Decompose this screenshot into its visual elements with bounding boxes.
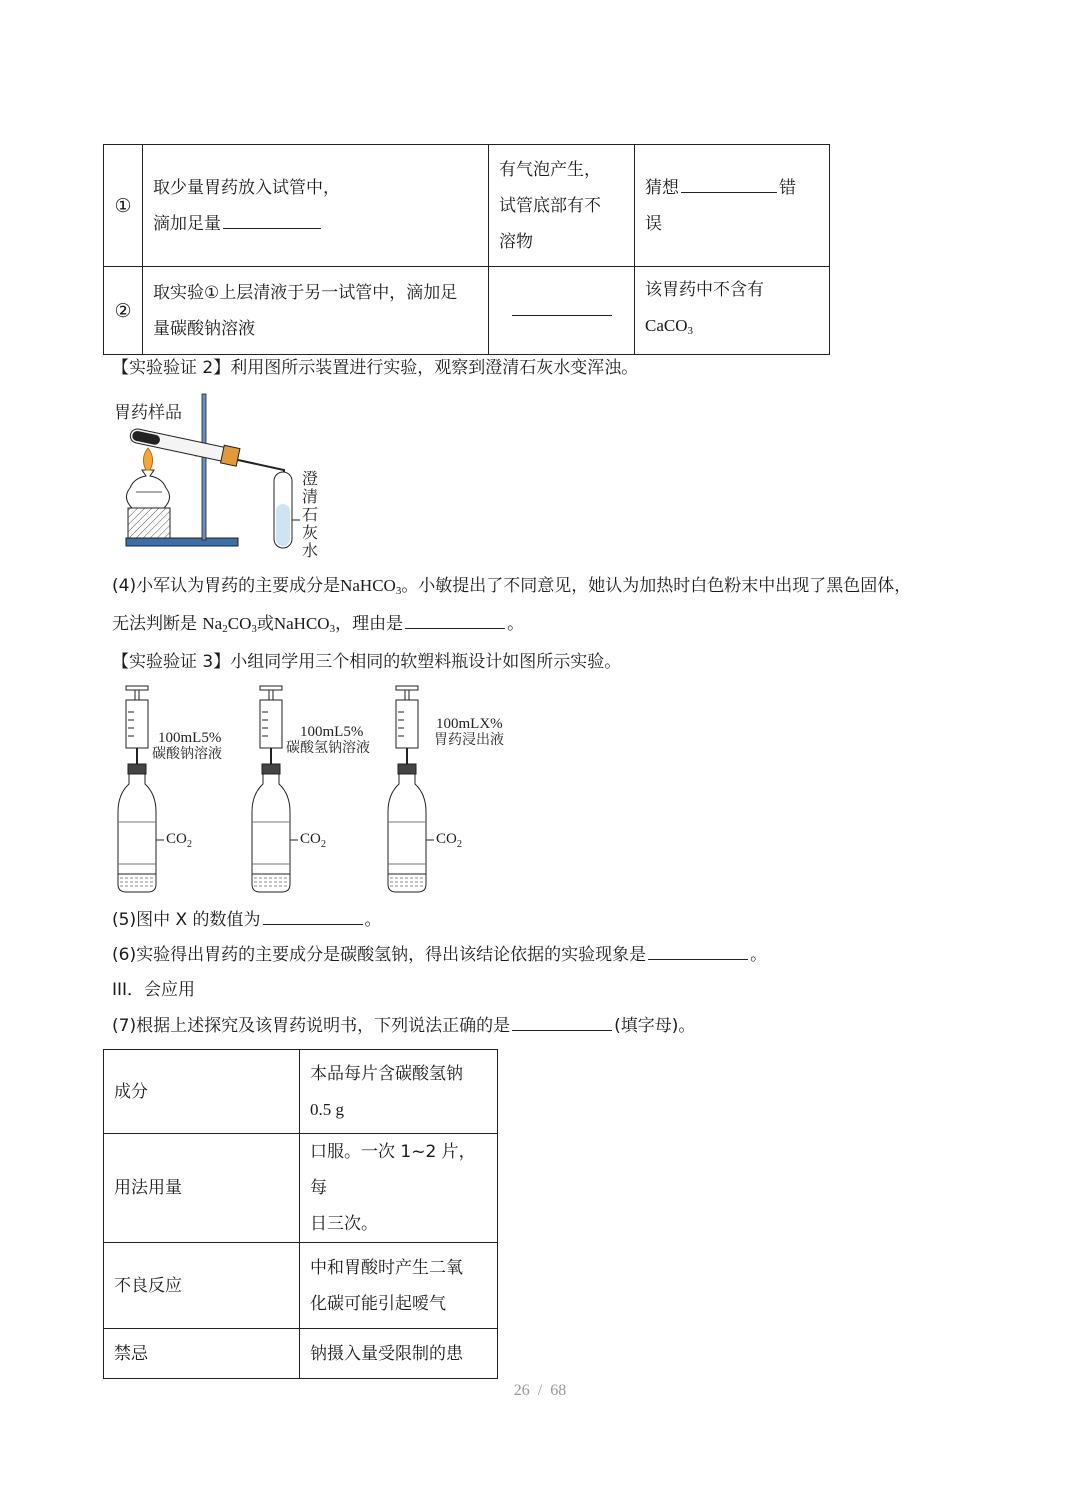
answer-blank — [648, 958, 748, 960]
observation-line: 溶物 — [499, 231, 533, 252]
conclusion-line: 误 — [645, 213, 662, 234]
question-4-line-1: (4)小军认为胃药的主要成分是NaHCO$_3$。小敏提出了不同意见，她认为加热时白色粉末中出现了黑色固体， — [112, 576, 912, 597]
svg-text:2: 2 — [321, 839, 326, 850]
formula-caco3: CaCO$_3$ — [645, 316, 693, 337]
bottle-1 — [118, 686, 164, 892]
label-sample: 胃药样品 — [114, 403, 182, 423]
bottle-experiment-diagram — [112, 682, 532, 896]
bottle-3 — [388, 686, 434, 892]
svg-text:2: 2 — [457, 839, 462, 850]
svg-text:100mL5%: 100mL5% — [300, 724, 364, 740]
action-line: 滴加足量 — [153, 206, 478, 242]
svg-text:CO: CO — [166, 831, 187, 847]
svg-text:CO: CO — [436, 831, 457, 847]
label-limewater — [302, 469, 318, 560]
label-cell: 用法用量 — [104, 1134, 300, 1243]
observation-line: 试管底部有不 — [499, 195, 601, 216]
answer-blank — [263, 923, 363, 925]
observation-cell — [489, 145, 635, 267]
action-line: 取实验①上层清液于另一试管中，滴加足 — [153, 282, 458, 303]
value-cell: 中和胃酸时产生二氧 化碳可能引起嗳气 — [300, 1243, 498, 1329]
value-cell: 本品每片含碳酸氢钠 0.5 g — [300, 1050, 498, 1134]
svg-text:碳酸钠溶液: 碳酸钠溶液 — [152, 746, 222, 762]
page-number: 26 / 68 — [513, 1382, 567, 1399]
svg-text:石: 石 — [302, 505, 319, 524]
bottle-2 — [252, 686, 298, 892]
row-number: ① — [104, 145, 143, 267]
heating-apparatus-diagram — [112, 392, 332, 560]
svg-text:胃药浸出液: 胃药浸出液 — [434, 732, 504, 748]
svg-text:灰: 灰 — [302, 523, 319, 542]
question-5: (5)图中 X 的数值为 。 — [112, 910, 382, 930]
label-cell: 禁忌 — [104, 1329, 300, 1379]
row-number: ② — [104, 267, 143, 355]
question-4-line-2: 无法判断是 $Na_2CO_3$或NaHCO$_3$，理由是 。 — [112, 614, 525, 635]
action-line: 量碳酸钠溶液 — [153, 318, 255, 339]
exp2-heading: 【实验验证 2】利用图所示装置进行实验，观察到澄清石灰水变浑浊。 — [112, 358, 639, 378]
action-line: 取少量胃药放入试管中， — [153, 177, 340, 198]
observation-blank-cell — [489, 267, 635, 355]
medicine-instructions-table — [103, 1049, 498, 1379]
question-7: (7)根据上述探究及该胃药说明书，下列说法正确的是 (填字母)。 — [112, 1016, 696, 1036]
svg-text:2: 2 — [187, 839, 192, 850]
observation-line: 有气泡产生， — [499, 159, 601, 180]
answer-blank — [512, 1029, 612, 1031]
question-6: (6)实验得出胃药的主要成分是碳酸氢钠，得出该结论依据的实验现象是 。 — [112, 945, 768, 965]
svg-text:100mLX%: 100mLX% — [436, 716, 503, 732]
conclusion-cell — [635, 145, 830, 267]
exp3-heading: 【实验验证 3】小组同学用三个相同的软塑料瓶设计如图所示实验。 — [112, 652, 622, 672]
svg-text:CO: CO — [300, 831, 321, 847]
conclusion-cell — [635, 267, 830, 355]
value-cell: 口服。一次 1~2 片，每 日三次。 — [300, 1134, 498, 1243]
experiment-table-1 — [103, 144, 830, 355]
action-cell — [143, 145, 489, 267]
svg-text:水: 水 — [302, 541, 319, 560]
section-heading-iii: III．会应用 — [112, 980, 196, 1000]
label-cell: 成分 — [104, 1050, 300, 1134]
value-cell: 钠摄入量受限制的患 — [300, 1329, 498, 1379]
conclusion-line: 猜想 错 — [645, 177, 796, 198]
svg-text:100mL5%: 100mL5% — [158, 730, 222, 746]
label-cell: 不良反应 — [104, 1243, 300, 1329]
svg-text:碳酸氢钠溶液: 碳酸氢钠溶液 — [286, 740, 370, 756]
answer-blank — [405, 627, 505, 629]
action-cell — [143, 267, 489, 355]
svg-text:清: 清 — [302, 487, 319, 506]
svg-text:澄: 澄 — [302, 469, 319, 488]
conclusion-line: 该胃药中不含有 — [645, 280, 764, 300]
